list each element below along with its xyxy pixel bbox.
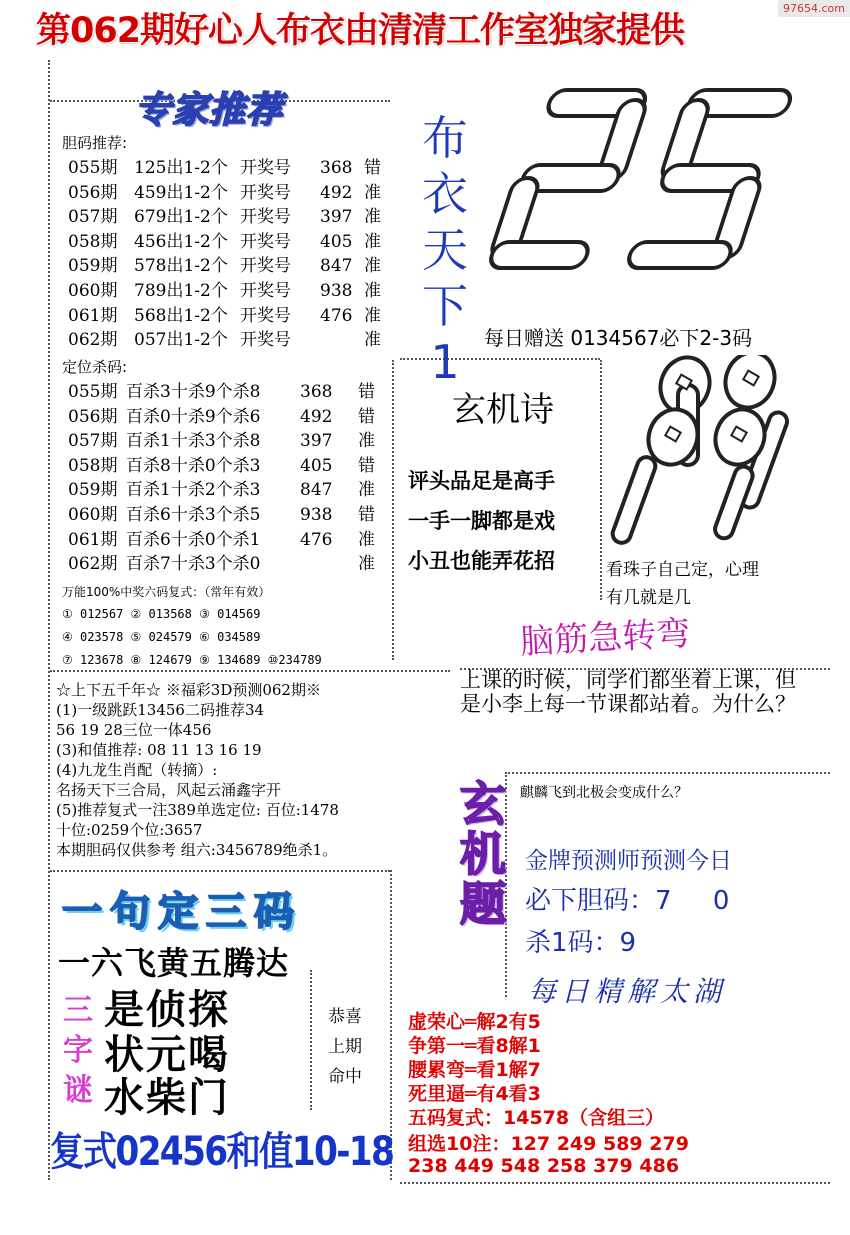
draw-cell: 405 bbox=[320, 231, 353, 252]
draw-cell: 938 bbox=[300, 504, 333, 525]
site-watermark: 97654.com bbox=[778, 0, 850, 17]
poem-note: 有几就是几 bbox=[606, 588, 691, 608]
big-number-25-graphic bbox=[480, 70, 810, 320]
table-row bbox=[68, 328, 398, 353]
poem-note: 看珠子自己定，心理 bbox=[606, 560, 759, 580]
label-cell: 开奖号 bbox=[240, 231, 291, 252]
result-cell: 错 bbox=[358, 406, 375, 427]
dan-code-line: 必下胆码：7 0 bbox=[525, 886, 730, 916]
pick-cell: 百杀8十杀0个杀3 bbox=[126, 455, 261, 476]
prediction-line: (3)和值推荐: 08 11 13 16 19 bbox=[56, 741, 262, 759]
pick-cell: 百杀6十杀3个杀5 bbox=[126, 504, 261, 525]
divider bbox=[50, 670, 450, 672]
draw-cell: 397 bbox=[320, 207, 353, 228]
draw-cell: 397 bbox=[300, 431, 333, 452]
label-cell: 开奖号 bbox=[240, 158, 291, 178]
result-cell: 准 bbox=[364, 256, 381, 277]
riddle-line: 状元喝 bbox=[104, 1031, 230, 1078]
divider bbox=[505, 772, 830, 774]
table-row bbox=[68, 205, 398, 230]
taihu-line: 死里逼═有4看3 bbox=[408, 1083, 541, 1105]
prediction-line: (4)九龙生肖配（转摘）: bbox=[56, 761, 218, 779]
combo-line: ① 012567 ② 013568 ③ 014569 bbox=[62, 607, 261, 621]
buyi-char: 衣 bbox=[422, 167, 468, 221]
period-cell: 062期 bbox=[68, 554, 118, 575]
period-cell: 061期 bbox=[68, 529, 118, 550]
kill-label: 定位杀码: bbox=[62, 358, 128, 376]
period-cell: 055期 bbox=[68, 158, 118, 178]
buyi-char: 1 bbox=[430, 335, 460, 389]
side-label-char: 谜 bbox=[63, 1073, 93, 1108]
table-row bbox=[68, 230, 398, 255]
digit-stroke bbox=[718, 355, 782, 415]
result-cell: 准 bbox=[358, 529, 375, 550]
table-row bbox=[68, 478, 398, 503]
draw-cell: 847 bbox=[300, 480, 333, 501]
period-cell: 057期 bbox=[68, 207, 118, 228]
result-cell: 准 bbox=[358, 554, 375, 575]
pick-cell: 百杀7十杀3个杀0 bbox=[126, 554, 261, 575]
dan-label: 胆码推荐: bbox=[62, 134, 128, 152]
draw-cell: 476 bbox=[320, 305, 353, 326]
pick-cell: 百杀0十杀9个杀6 bbox=[126, 406, 261, 427]
pick-cell: 百杀1十杀3个杀8 bbox=[126, 431, 261, 452]
digit-stroke bbox=[610, 455, 658, 546]
result-cell: 准 bbox=[364, 330, 381, 351]
prediction-line: 56 19 28三位一体456 bbox=[56, 721, 212, 739]
prediction-line: (1)一级跳跃13456二码推荐34 bbox=[56, 701, 265, 719]
period-cell: 056期 bbox=[68, 182, 118, 203]
pick-cell: 百杀1十杀2个杀3 bbox=[126, 480, 261, 501]
period-cell: 060期 bbox=[68, 504, 118, 525]
table-row bbox=[68, 380, 398, 405]
divider bbox=[48, 60, 50, 1180]
fushi-line: 复式02456和值10-18 bbox=[50, 1129, 394, 1175]
divider bbox=[400, 1182, 830, 1184]
pick-cell: 679出1-2个 bbox=[134, 207, 228, 228]
riddle-line: 水柴门 bbox=[104, 1074, 230, 1121]
period-cell: 059期 bbox=[68, 480, 118, 501]
result-cell: 准 bbox=[364, 305, 381, 326]
draw-cell: 476 bbox=[300, 529, 333, 550]
result-cell: 准 bbox=[358, 480, 375, 501]
label-cell: 开奖号 bbox=[240, 207, 291, 228]
xuanji-char: 玄 bbox=[460, 777, 506, 831]
buyi-char: 天 bbox=[422, 223, 468, 277]
side-label-char: 字 bbox=[63, 1033, 93, 1068]
taihu-line: 五码复式：14578（含组三） bbox=[408, 1107, 665, 1129]
table-row bbox=[68, 304, 398, 329]
pick-cell: 789出1-2个 bbox=[134, 280, 228, 301]
taihu-line: 争第一═看8解1 bbox=[408, 1035, 541, 1057]
pick-cell: 459出1-2个 bbox=[134, 182, 228, 203]
label-cell: 开奖号 bbox=[240, 280, 291, 301]
pick-cell: 百杀3十杀9个杀8 bbox=[126, 382, 261, 402]
period-cell: 058期 bbox=[68, 455, 118, 476]
table-row bbox=[68, 454, 398, 479]
draw-cell: 938 bbox=[320, 280, 353, 301]
brain-riddle: 上课的时候，同学们都坐着上课，但是小李上每一节课都站着。为什么？ bbox=[460, 668, 796, 716]
label-cell: 开奖号 bbox=[240, 305, 291, 326]
big-number-text: 99 bbox=[605, 355, 607, 356]
taihu-line: 腰累弯═看1解7 bbox=[408, 1059, 541, 1081]
digit-stroke bbox=[626, 242, 734, 268]
label-cell: 开奖号 bbox=[240, 330, 291, 351]
prediction-line: (5)推荐复式一注389单选定位: 百位:1478 bbox=[56, 801, 339, 819]
riddle-phrase: 一六飞黄五腾达 bbox=[58, 944, 290, 982]
taihu-line: 虚荣心═解2有5 bbox=[408, 1011, 541, 1033]
result-cell: 错 bbox=[358, 455, 375, 476]
poem-line: 一手一脚都是戏 bbox=[408, 509, 555, 533]
table-row bbox=[68, 156, 398, 181]
buyi-vertical bbox=[420, 110, 470, 390]
dan-table bbox=[68, 156, 398, 353]
pick-cell: 125出1-2个 bbox=[134, 158, 228, 178]
digit-stroke bbox=[488, 242, 591, 268]
congrats-text: 命中 bbox=[328, 1067, 362, 1087]
taihu-line: 组选10注：127 249 589 279 bbox=[408, 1133, 689, 1155]
draw-cell: 368 bbox=[300, 382, 333, 402]
result-cell: 错 bbox=[358, 504, 375, 525]
draw-cell: 405 bbox=[300, 455, 333, 476]
table-row bbox=[68, 503, 398, 528]
kill-table bbox=[68, 380, 398, 577]
page-title: 第062期好心人布衣由清清工作室独家提供 bbox=[36, 11, 685, 51]
xuanji-char: 机 bbox=[460, 827, 506, 881]
result-cell: 准 bbox=[364, 280, 381, 301]
prediction-line: ☆上下五千年☆ ※福彩3D预测062期※ bbox=[56, 681, 321, 699]
big-number-99-graphic bbox=[605, 355, 805, 550]
result-cell: 错 bbox=[364, 158, 381, 178]
table-row bbox=[68, 429, 398, 454]
pick-cell: 568出1-2个 bbox=[134, 305, 228, 326]
pick-cell: 578出1-2个 bbox=[134, 256, 228, 277]
prediction-line: 十位:0259个位:3657 bbox=[56, 821, 203, 839]
poem-line: 小丑也能弄花招 bbox=[408, 549, 555, 573]
combo-line: ④ 023578 ⑤ 024579 ⑥ 034589 bbox=[62, 630, 261, 644]
table-row bbox=[68, 405, 398, 430]
big-number-text: 25 bbox=[480, 70, 482, 71]
table-row bbox=[68, 552, 398, 577]
draw-cell: 492 bbox=[320, 182, 353, 203]
expert-heading: 专家推荐 bbox=[135, 90, 284, 131]
period-cell: 058期 bbox=[68, 231, 118, 252]
draw-cell: 492 bbox=[300, 406, 333, 427]
prediction-line: 本期胆码仅供参考 组六:3456789绝杀1。 bbox=[56, 841, 338, 859]
table-row bbox=[68, 254, 398, 279]
side-label-char: 三 bbox=[63, 993, 93, 1028]
result-cell: 错 bbox=[358, 382, 375, 402]
buyi-char: 下 bbox=[422, 279, 468, 333]
table-row bbox=[68, 279, 398, 304]
table-row bbox=[68, 181, 398, 206]
riddle-line: 是侦探 bbox=[104, 986, 230, 1033]
divider bbox=[600, 360, 602, 600]
divider bbox=[310, 970, 312, 1110]
pick-cell: 456出1-2个 bbox=[134, 231, 228, 252]
pick-cell: 百杀6十杀0个杀1 bbox=[126, 529, 261, 550]
label-cell: 开奖号 bbox=[240, 256, 291, 277]
taihu-line: 238 449 548 258 379 486 bbox=[408, 1155, 680, 1177]
period-cell: 059期 bbox=[68, 256, 118, 277]
result-cell: 准 bbox=[364, 207, 381, 228]
period-cell: 061期 bbox=[68, 305, 118, 326]
xuanji-question: 麒麟飞到北极会变成什么？ bbox=[520, 785, 688, 801]
label-cell: 开奖号 bbox=[240, 182, 291, 203]
table-row bbox=[68, 528, 398, 553]
yijuding-heading: 一句定三码 bbox=[62, 889, 302, 935]
result-cell: 准 bbox=[364, 182, 381, 203]
kill-code-line: 杀1码：9 bbox=[525, 928, 637, 958]
period-cell: 055期 bbox=[68, 382, 118, 402]
divider bbox=[50, 870, 390, 872]
poem-heading: 玄机诗 bbox=[452, 390, 554, 430]
draw-cell: 847 bbox=[320, 256, 353, 277]
period-cell: 057期 bbox=[68, 431, 118, 452]
combo-line: ⑦ 123678 ⑧ 124679 ⑨ 134689 ⑩234789 bbox=[62, 653, 322, 667]
poem-line: 评头品足是高手 bbox=[408, 469, 555, 493]
result-cell: 准 bbox=[364, 231, 381, 252]
draw-cell: 368 bbox=[320, 158, 353, 178]
taihu-heading: 每日精解太湖 bbox=[528, 975, 727, 1008]
congrats-text: 恭喜 bbox=[328, 1007, 362, 1027]
buyi-char: 布 bbox=[422, 111, 468, 165]
period-cell: 060期 bbox=[68, 280, 118, 301]
gift-line: 每日赠送 0134567必下2-3码 bbox=[484, 326, 753, 350]
brain-heading: 脑筋急转弯 bbox=[519, 613, 692, 663]
combo-title: 万能100%中奖六码复式：（常年有效） bbox=[62, 585, 271, 599]
period-cell: 062期 bbox=[68, 330, 118, 351]
result-cell: 准 bbox=[358, 431, 375, 452]
xuanji-char: 题 bbox=[460, 877, 506, 931]
prediction-line: 名扬天下三合局，风起云涌鑫字开 bbox=[56, 781, 282, 799]
period-cell: 056期 bbox=[68, 406, 118, 427]
pick-cell: 057出1-2个 bbox=[134, 330, 228, 351]
jinpai-title: 金牌预测师预测今日 bbox=[525, 848, 732, 874]
congrats-text: 上期 bbox=[328, 1037, 362, 1057]
